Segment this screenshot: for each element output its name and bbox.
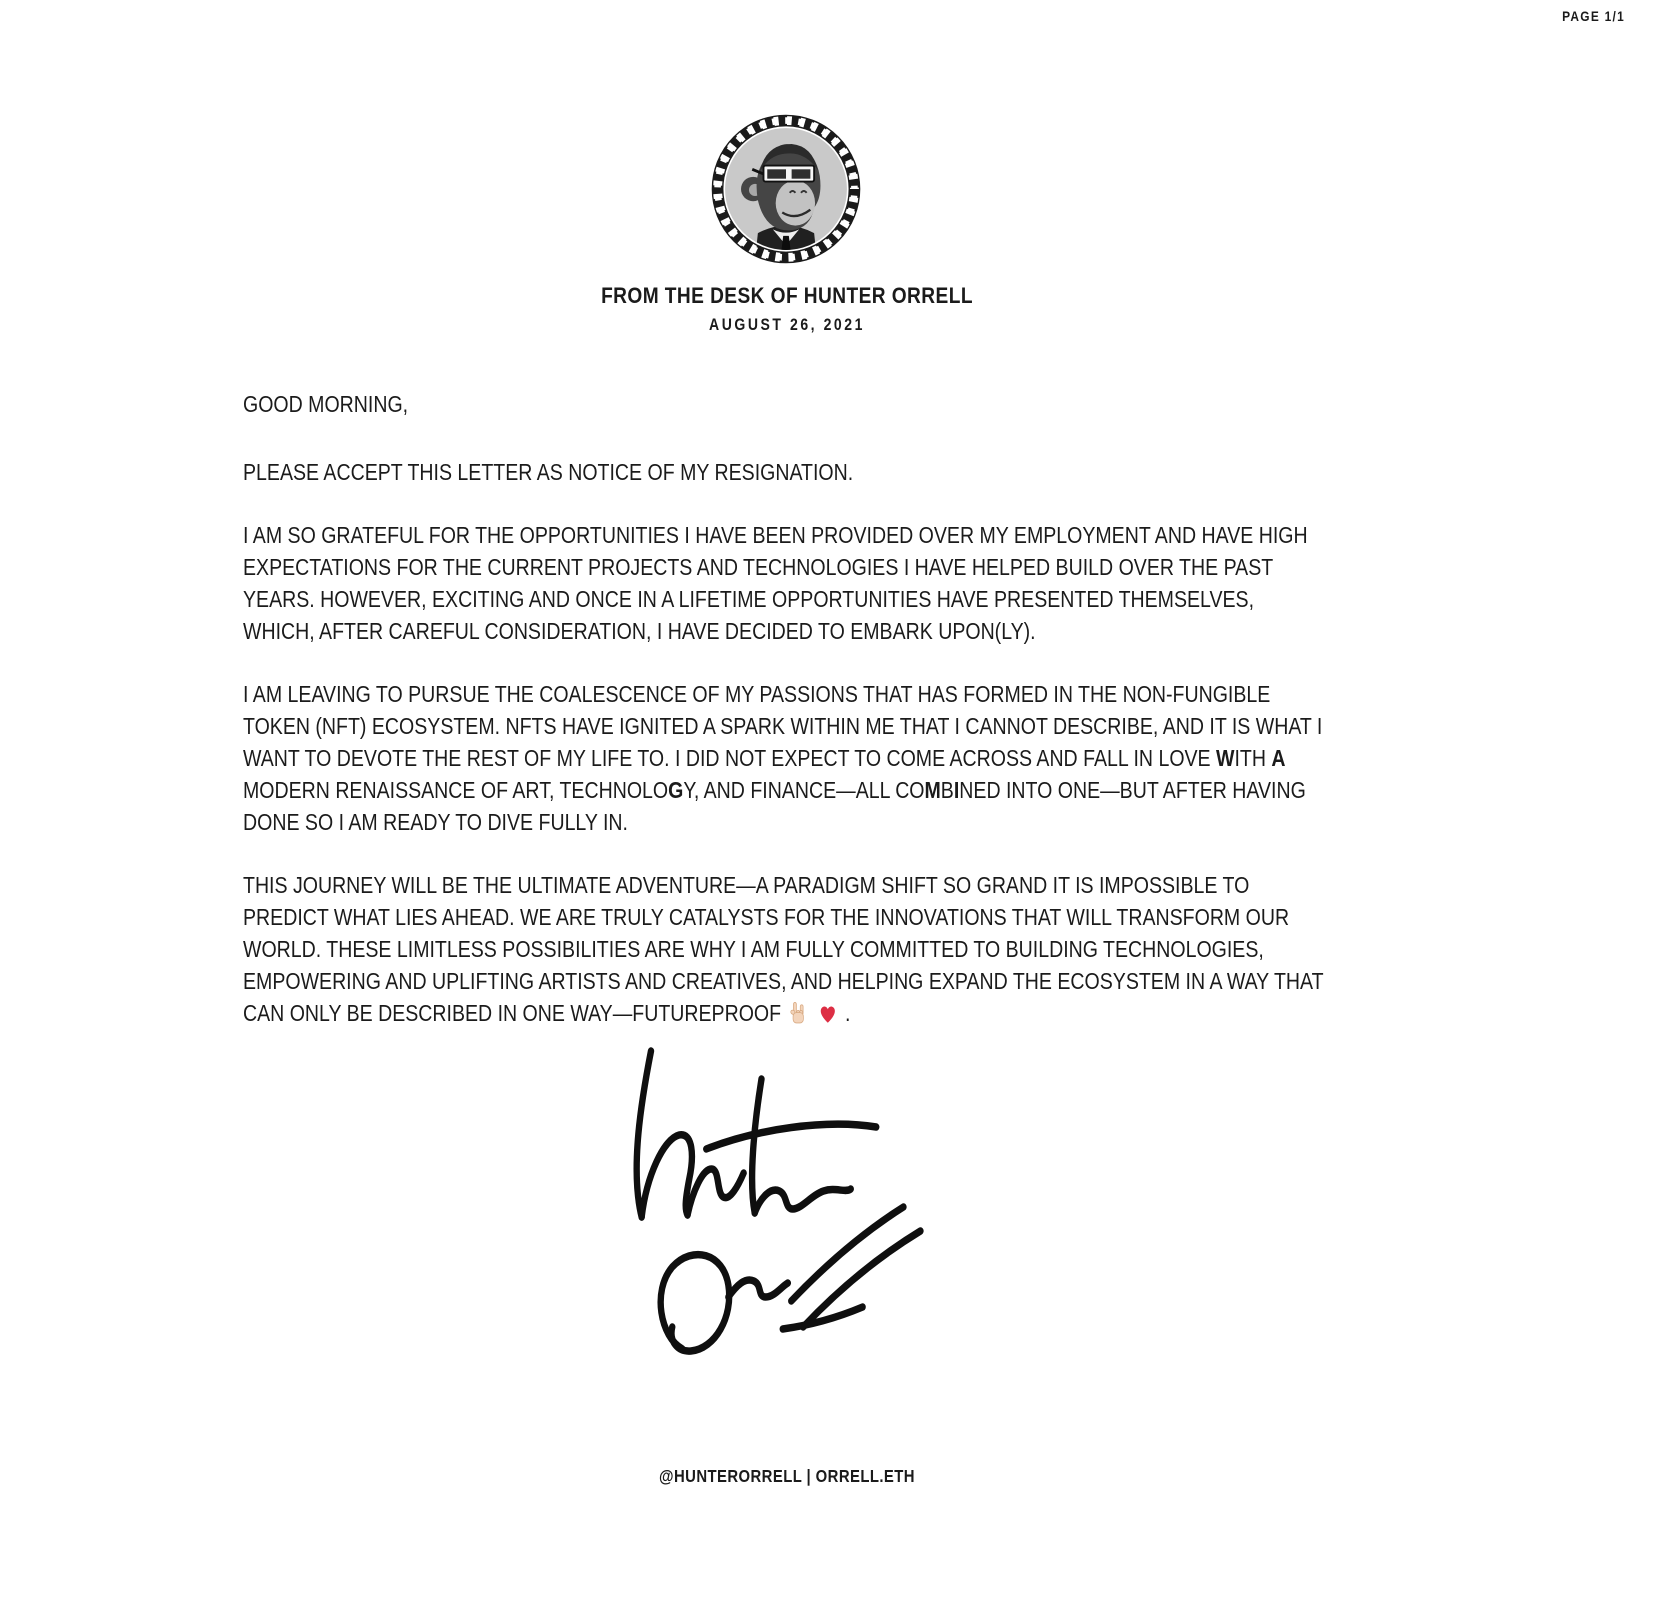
heart-emoji-icon [817, 1000, 839, 1026]
paragraph-journey: THIS JOURNEY WILL BE THE ULTIMATE ADVENTURE—A PARADIGM SHIFT SO GRAND IT IS IMPOSSIBLE TO PREDICT WHAT LIES AHEAD. WE ARE TRULY CATALYSTS FOR THE INNOVATIONS THAT WILL TRANSFORM OUR WORLD. THESE LIMITLESS POSSIBILITIES ARE WHY I AM FULLY COMMITTED TO BUILDING TECHNOLOGIES, EMPOWERING AND UPLIFTING ARTISTS AND CREATIVES, AND HELPING EXPAND THE ECOSYSTEM IN A WAY THAT CAN ONLY BE DESCRIBED IN ONE WAY—FUTUREPROOF . [243, 872, 1324, 1026]
page-number-indicator: PAGE 1/1 [1562, 8, 1625, 24]
paragraph-gratitude: I AM SO GRATEFUL FOR THE OPPORTUNITIES I HAVE BEEN PROVIDED OVER MY EMPLOYMENT AND HAVE HIGH EXPECTATIONS FOR THE CURRENT PROJECTS AND TECHNOLOGIES I HAVE HELPED BUILD OVER THE PAST YEARS. HOWEVER, EXCITING AND ONCE IN A LIFETIME OPPORTUNITIES HAVE PRESENTED THEMSELVES, WHICH, AFTER CAREFUL CONSIDERATION, I HAVE DECIDED TO EMBARK UPON(LY). [243, 522, 1308, 644]
signature-image [604, 1039, 970, 1369]
letter-column [243, 0, 1331, 1487]
salutation: GOOD MORNING, [243, 391, 409, 417]
letterhead [243, 0, 1331, 333]
signature-block [243, 1039, 1331, 1374]
paragraph-nft-passion: I AM LEAVING TO PURSUE THE COALESCENCE OF MY PASSIONS THAT HAS FORMED IN THE NON-FUNGIBLE TOKEN (NFT) ECOSYSTEM. NFTS HAVE IGNITED A SPARK WITHIN ME THAT I CANNOT DESCRIBE, AND IT IS WHAT I WANT TO DEVOTE THE REST OF MY LIFE TO. I DID NOT EXPECT TO COME ACROSS AND FALL IN LOVE WITH A MODERN RENAISSANCE OF ART, TECHNOLOGY, AND FINANCE—ALL COMBINED INTO ONE—BUT AFTER HAVING DONE SO I AM READY TO DIVE FULLY IN. [243, 681, 1323, 835]
letterhead-date: AUGUST 26, 2021 [709, 315, 865, 334]
footer-handle: @HUNTERORRELL | ORRELL.ETH [659, 1466, 915, 1486]
letterhead-title: FROM THE DESK OF HUNTER ORRELL [601, 283, 973, 308]
paragraph-resignation-notice: PLEASE ACCEPT THIS LETTER AS NOTICE OF MY RESIGNATION. [243, 459, 854, 485]
horns-emoji-icon [787, 1000, 809, 1026]
